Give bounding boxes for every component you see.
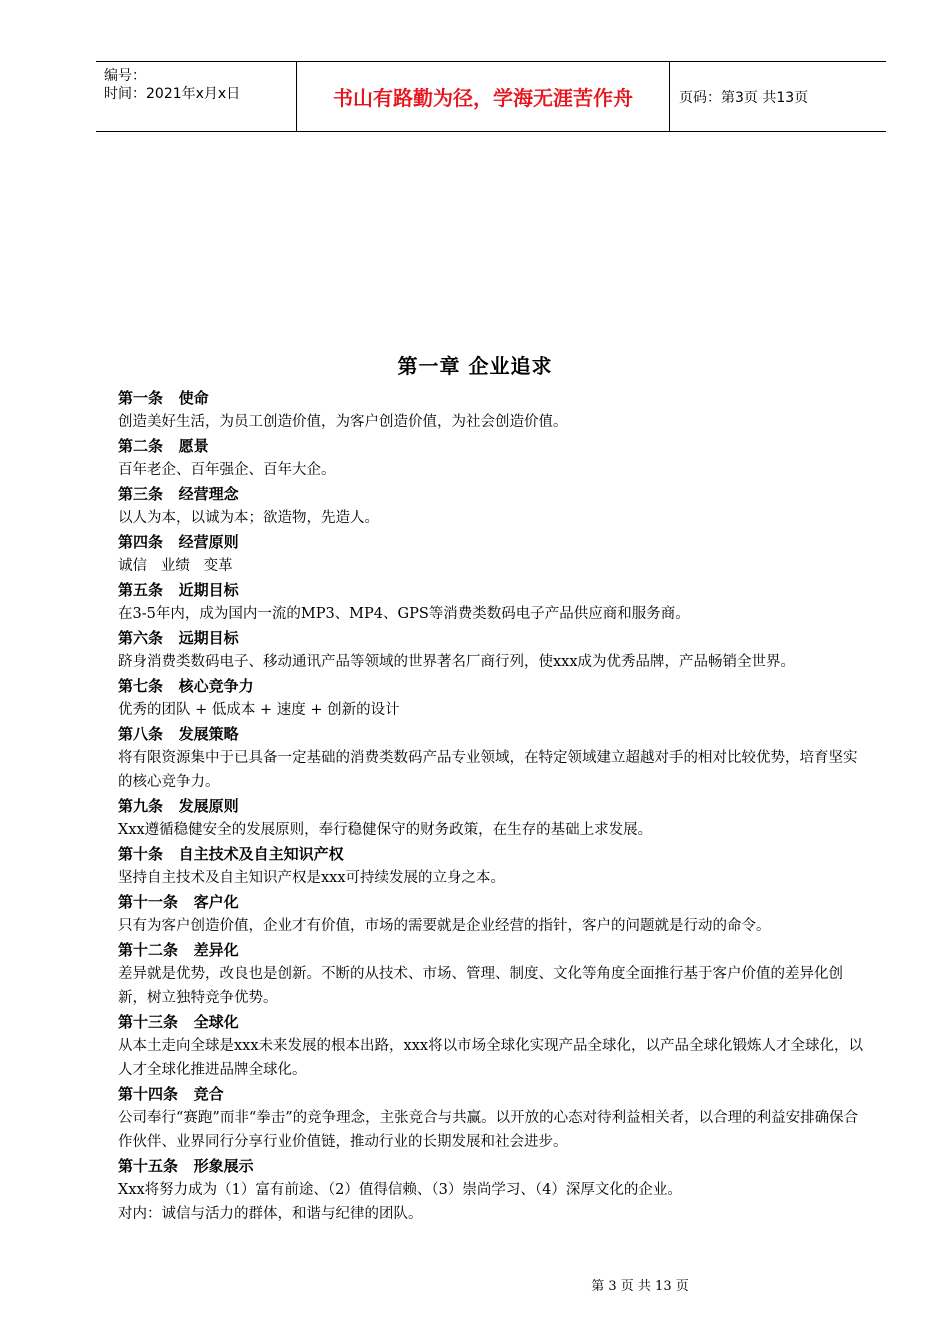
article-heading: 第二条 愿景: [118, 437, 209, 455]
article-body: 公司奉行“赛跑”而非“拳击”的竞争理念，主张竞合与共赢。以开放的心态对待利益相关者，以合理的利益安排确保合作伙伴、业界同行分享行业价值链，推动行业的长期发展和社会进步。: [118, 1110, 859, 1150]
article-heading: 第三条 经营理念: [118, 485, 239, 503]
article: [118, 626, 870, 674]
header-meta-cell: [96, 62, 297, 131]
number-label: 编号：: [104, 68, 146, 84]
article-body: 在3-5年内，成为国内一流的MP3、MP4、GPS等消费类数码电子产品供应商和服务商。: [118, 606, 690, 622]
article-heading: 第十四条 竞合: [118, 1085, 224, 1103]
article-body: 优秀的团队 + 低成本 + 速度 + 创新的设计: [118, 702, 400, 718]
article-heading: 第四条 经营原则: [118, 533, 239, 551]
article: [118, 482, 870, 530]
article-body: 百年老企、百年强企、百年大企。: [118, 462, 336, 478]
article: [118, 578, 870, 626]
article-body: Xxx遵循稳健安全的发展原则，奉行稳健保守的财务政策，在生存的基础上求发展。: [118, 822, 653, 838]
header-page-info: 页码：第3页 共13页: [679, 89, 809, 106]
article-body: 跻身消费类数码电子、移动通讯产品等领域的世界著名厂商行列，使xxx成为优秀品牌，产品畅销全世界。: [118, 654, 796, 670]
article-body: 以人为本，以诚为本；欲造物，先造人。: [118, 510, 379, 526]
page-header: [96, 61, 886, 132]
article-heading: 第十条 自主技术及自主知识产权: [118, 845, 344, 863]
page-footer: 第 3 页 共 13 页: [591, 1279, 689, 1294]
article-list: [118, 386, 870, 1226]
article-heading: 第十二条 差异化: [118, 941, 239, 959]
article: [118, 530, 870, 578]
article: [118, 386, 870, 434]
article: [118, 1154, 870, 1226]
article-body: 诚信 业绩 变革: [118, 558, 233, 574]
article-heading: 第七条 核心竞争力: [118, 677, 254, 695]
article-heading: 第六条 远期目标: [118, 629, 239, 647]
time-label: 时间：2021年x月x日: [104, 86, 241, 102]
article-body: Xxx将努力成为（1）富有前途、（2）值得信赖、（3）崇尚学习、（4）深厚文化的企业。 对内：诚信与活力的群体，和谐与纪律的团队。: [118, 1182, 682, 1222]
article-heading: 第九条 发展原则: [118, 797, 239, 815]
article-heading: 第五条 近期目标: [118, 581, 239, 599]
article-body: 将有限资源集中于已具备一定基础的消费类数码产品专业领域，在特定领域建立超越对手的相对比较优势，培育坚实的核心竞争力。: [118, 750, 858, 790]
article-heading: 第十五条 形象展示: [118, 1157, 254, 1175]
article-body: 坚持自主技术及自主知识产权是xxx可持续发展的立身之本。: [118, 870, 506, 886]
article-heading: 第八条 发展策略: [118, 725, 239, 743]
article: [118, 938, 870, 1010]
article: [118, 674, 870, 722]
article: [118, 1082, 870, 1154]
article: [118, 1010, 870, 1082]
article-heading: 第十一条 客户化: [118, 893, 239, 911]
header-motto: 书山有路勤为径，学海无涯苦作舟: [297, 62, 670, 131]
article: [118, 434, 870, 482]
article: [118, 722, 870, 794]
article-heading: 第一条 使命: [118, 389, 209, 407]
chapter-title: 第一章 企业追求: [397, 354, 553, 378]
article-body: 从本土走向全球是xxx未来发展的根本出路，xxx将以市场全球化实现产品全球化，以产品全球化锻炼人才全球化，以人才全球化推进品牌全球化。: [118, 1038, 864, 1078]
article-body: 创造美好生活，为员工创造价值，为客户创造价值，为社会创造价值。: [118, 414, 568, 430]
article-body: 差异就是优势，改良也是创新。不断的从技术、市场、管理、制度、文化等角度全面推行基于客户价值的差异化创新，树立独特竞争优势。: [118, 966, 843, 1006]
article: [118, 842, 870, 890]
article-body: 只有为客户创造价值，企业才有价值，市场的需要就是企业经营的指针，客户的问题就是行动的命令。: [118, 918, 771, 934]
article-heading: 第十三条 全球化: [118, 1013, 239, 1031]
article: [118, 794, 870, 842]
article: [118, 890, 870, 938]
